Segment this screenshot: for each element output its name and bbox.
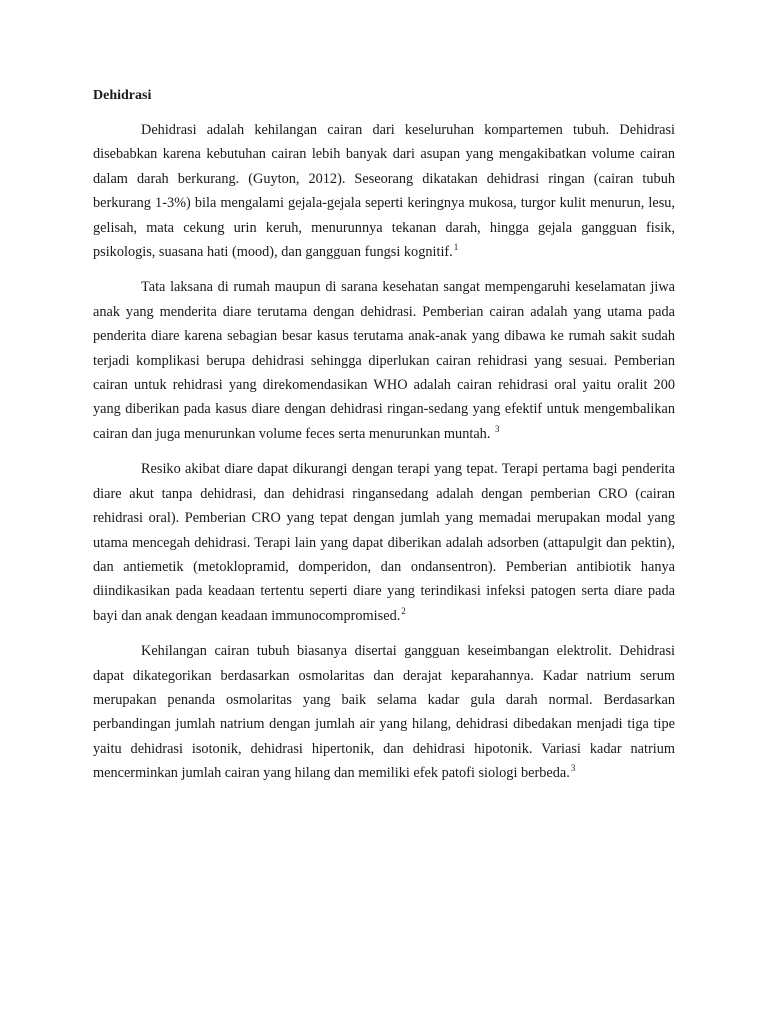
paragraph-text: Tata laksana di rumah maupun di sarana kesehatan sangat mempengaruhi keselamatan jiwa anak yang menderita diare terutama dengan dehidrasi. Pemberian cairan adalah yang utama pada penderita diare karena sebagian besar kasus terutama anak-anak yang dibawa ke rumah sakit sudah terjadi komplikasi berupa dehidrasi sehingga diperlukan cairan rehidrasi yang sesuai. Pemberian cairan untuk rehidrasi yang direkomendasikan WHO adalah cairan rehidrasi oral yaitu oralit 200 yang diberikan pada kasus diare dengan dehidrasi ringan-sedang yang efektif untuk mengembalikan cairan dan juga menurunkan volume feces serta menurunkan muntah. [93,279,675,442]
paragraph-tata-laksana [93,275,675,446]
document-body [93,86,675,797]
paragraph-text: Resiko akibat diare dapat dikurangi dengan terapi yang tepat. Terapi pertama bagi penderita diare akut tanpa dehidrasi, dan dehidrasi ringansedang adalah dengan pemberian CRO (cairan rehidrasi oral). Pemberian CRO yang tepat dengan jumlah yang memadai merupakan modal yang utama mencegah dehidrasi. Terapi lain yang dapat diberikan adalah adsorben (attapulgit dan pektin), dan antiemetik (metoklopramid, domperidon, dan ondansentron). Pemberian antibiotik hanya diindikasikan pada keadaan tertentu seperti diare yang terindikasi infeksi patogen serta diare pada bayi dan anak dengan keadaan immunocompromised. [93,461,675,624]
paragraph-text: Dehidrasi adalah kehilangan cairan dari keseluruhan kompartemen tubuh. Dehidrasi disebabkan karena kebutuhan cairan lebih banyak dari asupan yang mengakibatkan volume cairan dalam darah berkurang. (Guyton, 2012). Seseorang dikatakan dehidrasi ringan (cairan tubuh berkurang 1-3%) bila mengalami gejala-gejala seperti keringnya mukosa, turgor kulit menurun, lesu, gelisah, mata cekung urin keruh, menurunnya tekanan darah, hingga gejala gangguan fisik, psikologis, suasana hati (mood), dan gangguan fungsi kognitif. [93,122,675,261]
footnote-marker: 1 [453,242,459,253]
paragraph-resiko-terapi [93,457,675,628]
paragraph-text: Kehilangan cairan tubuh biasanya disertai gangguan keseimbangan elektrolit. Dehidrasi dapat dikategorikan berdasarkan osmolaritas dan derajat keparahannya. Kadar natrium serum merupakan penanda osmolaritas yang baik selama kadar gula darah normal. Berdasarkan perbandingan jumlah natrium dengan jumlah air yang hilang, dehidrasi dibedakan menjadi tiga tipe yaitu dehidrasi isotonik, dehidrasi hipertonik, dan dehidrasi hipotonik. Variasi kadar natrium mencerminkan jumlah cairan yang hilang dan memiliki efek patofi siologi berbeda. [93,643,675,782]
paragraph-kehilangan-cairan [93,639,675,785]
footnote-marker: 3 [570,763,576,774]
footnote-marker: 3 [494,423,500,434]
section-heading: Dehidrasi [93,88,152,103]
footnote-marker: 2 [401,605,406,616]
paragraph-dehidrasi-definition [93,118,675,264]
